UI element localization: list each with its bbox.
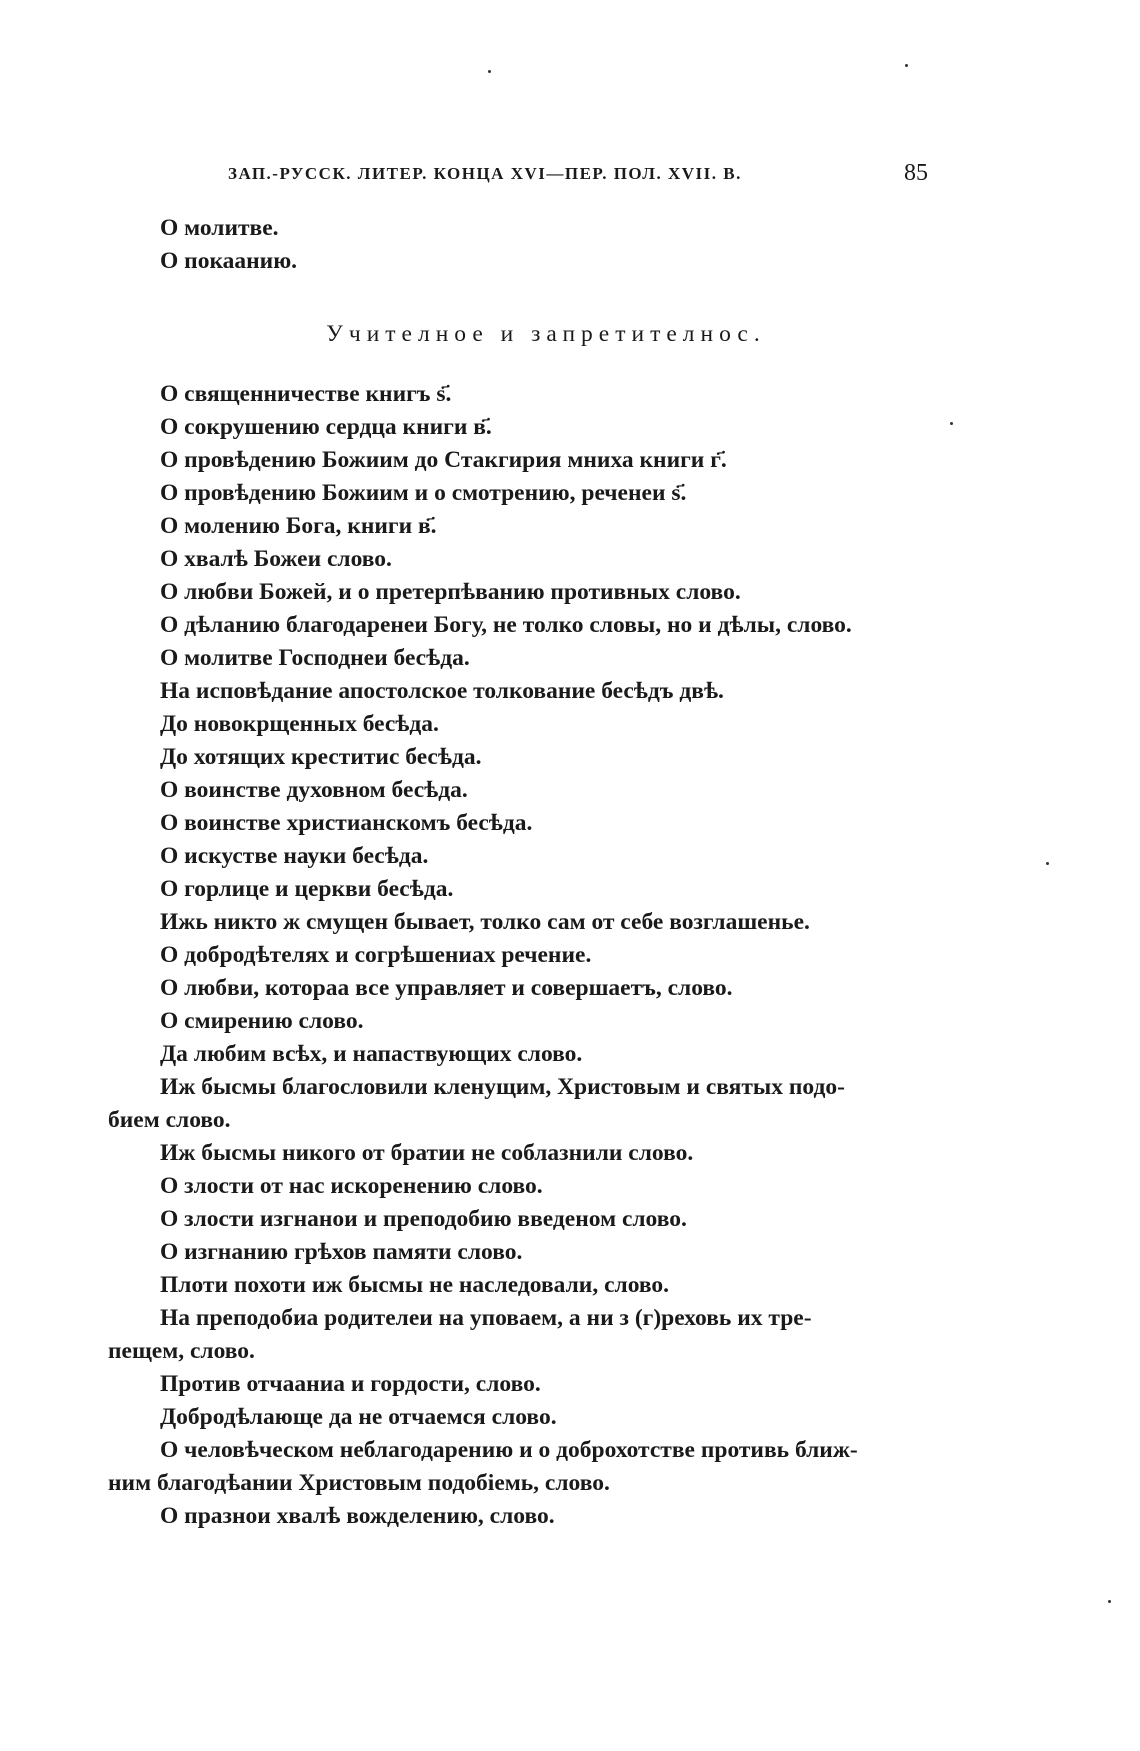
entry-item: До хотящих креститис бесѣда.	[160, 744, 482, 770]
entry-item: О провѣдению Божиим и о смотрению, реченеи ѕ҃.	[160, 480, 687, 506]
section-heading: Учителное и запретителнос.	[326, 321, 766, 347]
entry-item: О дѣланию благодаренеи Богу, не толко словы, но и дѣлы, слово.	[160, 612, 852, 638]
entry-text: На преподобиа родителеи на уповаем, а ни з (г)реховь их тре-	[160, 1305, 812, 1331]
entry-item: Иж бысмы никого от братии не соблазнили слово.	[160, 1140, 694, 1166]
entry-item: Против отчааниа и гордости, слово.	[160, 1371, 541, 1397]
print-speck	[1046, 862, 1049, 865]
print-speck	[905, 64, 908, 67]
entry-item: О священничестве книгъ ѕ҃.	[160, 381, 452, 407]
print-speck	[488, 70, 491, 73]
entry-item: О воинстве духовном бесѣда.	[160, 777, 468, 803]
entry-item: О злости от нас искоренению слово.	[160, 1173, 543, 1199]
entry-item: О горлице и церкви бесѣда.	[160, 876, 454, 902]
entry-item: О сокрушению сердца книги в҃.	[160, 414, 492, 440]
entry-item	[108, 1434, 932, 1500]
entry-item: Да любим всѣх, и напаствующих слово.	[160, 1041, 583, 1067]
entry-text: Иж бысмы благословили кленущим, Христовым и святых подо-	[160, 1074, 845, 1100]
page-number: 85	[904, 160, 928, 186]
entry-item: О любви Божей, и о претерпѣванию противных слово.	[160, 579, 741, 605]
entry-item	[108, 1071, 932, 1137]
entry-item: О воинстве христианскомъ бесѣда.	[160, 810, 533, 836]
entry-item: О любви, котораа все управляет и совершаетъ, слово.	[160, 975, 733, 1001]
entry-continuation: бием слово.	[108, 1107, 231, 1133]
entry-item: О смирению слово.	[160, 1008, 364, 1034]
entry-item: О искустве науки бесѣда.	[160, 843, 429, 869]
entry-continuation: пещем, слово.	[108, 1338, 255, 1364]
intro-lines	[160, 212, 932, 278]
entry-item	[108, 1302, 932, 1368]
entry-item: Добродѣлающе да не отчаемся слово.	[160, 1404, 557, 1430]
entry-continuation: ним благодѣании Христовым подобіемь, слово.	[108, 1470, 610, 1496]
entry-item: О молению Бога, книги в҃.	[160, 513, 437, 539]
entry-item: О празнои хвалѣ вожделению, слово.	[160, 1503, 555, 1529]
print-speck	[1108, 1600, 1111, 1603]
print-speck	[950, 422, 953, 425]
entry-item: О злости изгнанои и преподобию введеном слово.	[160, 1206, 687, 1232]
running-head-title: ЗАП.-РУССК. ЛИТЕР. КОНЦА XVI—ПЕР. ПОЛ. XVII. В.	[228, 164, 742, 183]
entry-item: До новокрщенных бесѣда.	[160, 711, 439, 737]
entry-item: Плоти похоти иж бысмы не наследовали, слово.	[160, 1272, 670, 1298]
entry-item: Ижь никто ж смущен бывает, толко сам от себе возглашенье.	[160, 909, 810, 935]
entry-item: О провѣдению Божиим до Стакгирия мниха книги г҃.	[160, 447, 727, 473]
entry-item: О хвалѣ Божеи слово.	[160, 546, 392, 572]
entry-item: О молитве Господнеи бесѣда.	[160, 645, 470, 671]
entry-list	[108, 378, 932, 1533]
entry-text: О человѣческом неблагодарению и о доброхотстве противь ближ-	[160, 1437, 858, 1463]
entry-item: О добродѣтелях и согрѣшениах речение.	[160, 942, 592, 968]
running-head	[228, 160, 928, 190]
intro-line: О молитве.	[160, 215, 279, 241]
entry-item: О изгнанию грѣхов памяти слово.	[160, 1239, 523, 1265]
entry-item: На исповѣдание апостолское толкование бесѣдъ двѣ.	[160, 678, 724, 704]
intro-line: О покаанию.	[160, 248, 298, 274]
